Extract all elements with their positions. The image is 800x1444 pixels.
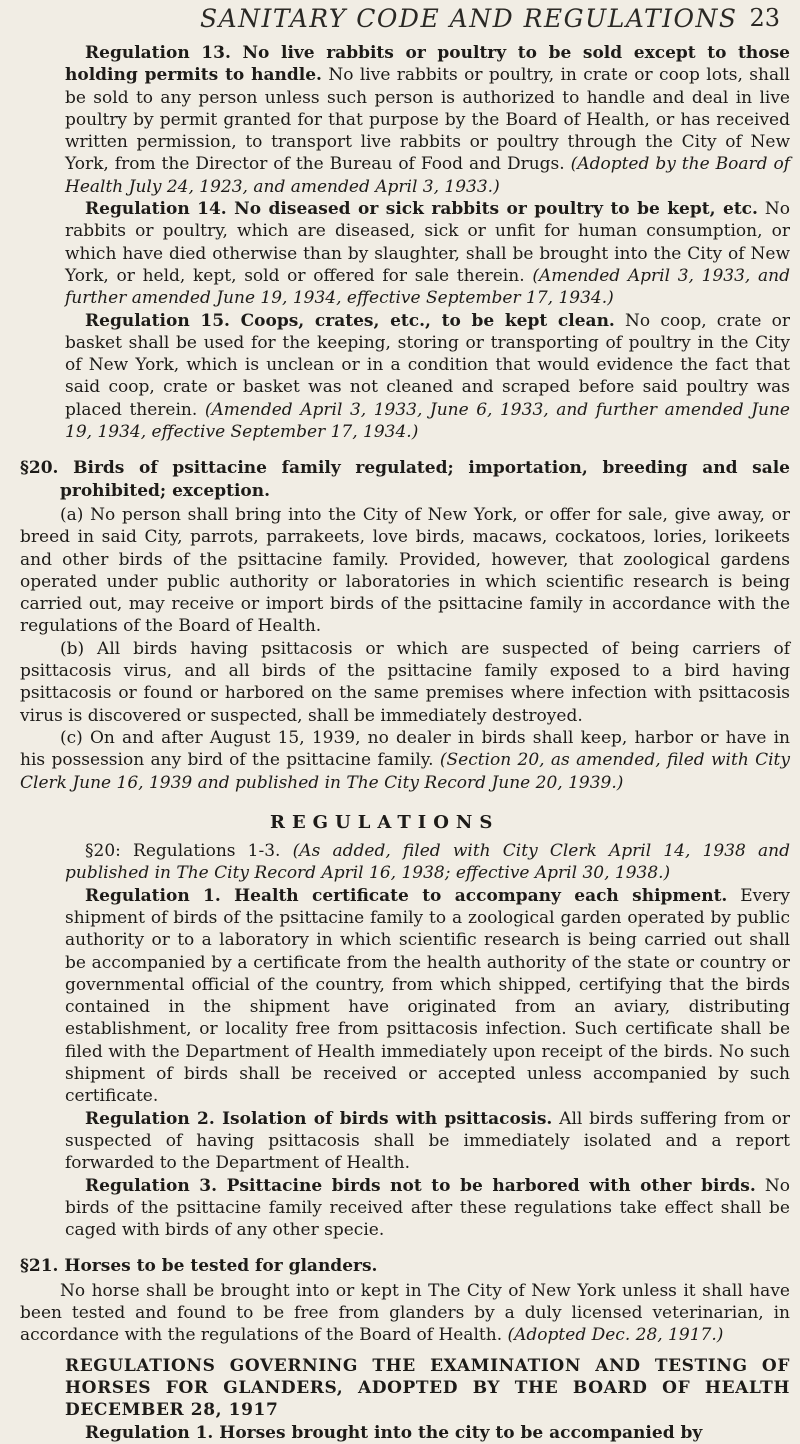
psittacine-regulation-1 — [20, 885, 790, 1108]
regulations-heading: REGULATIONS — [270, 811, 500, 833]
regulation-13-note: (Adopted by the Board of Health July 24, 1923, and amended April 3, 1933.) — [65, 154, 790, 197]
psittacine-regulation-1-title: Regulation 1. Health certificate to accompany each shipment. — [85, 885, 728, 906]
psittacine-regulation-2 — [20, 1108, 790, 1175]
section-20-c-note: (Section 20, as amended, filed with City Clerk June 16, 1939 and published in The City Record June 20, 1939.) — [20, 750, 790, 793]
section-20-paragraph-a: (a) No person shall bring into the City of New York, or offer for sale, give away, or breed in said City, parrots, parrakeets, love birds, macaws, cockatoos, lories, lorikeets and other birds of the psittacine family. Provided, however, that zoological gardens operated under public authority or laboratories in which scientific research is being carried out, may receive or import birds of the psittacine family in accordance with the regulations of the Board of Health. — [20, 504, 790, 637]
section-20-regulations-intro — [20, 840, 790, 885]
regs-intro-label: §20: Regulations 1-3. — [85, 841, 293, 862]
section-21-heading: §21. Horses to be tested for glanders. — [20, 1256, 378, 1277]
running-header — [0, 4, 800, 44]
section-21-paragraph — [20, 1280, 790, 1347]
section-21-note: (Adopted Dec. 28, 1917.) — [507, 1325, 724, 1346]
section-20-paragraph-c — [20, 727, 790, 794]
section-21-body: No horse shall be brought into or kept in The City of New York unless it shall have been tested and found to be free from glanders by a duly licensed veterinarian, in accordance with the regulations of the Board of Health. — [20, 1280, 790, 1346]
regulation-15-body: No coop, crate or basket shall be used for the keeping, storing or transporting of poultry in the City of New York, which is unclean or in a condition that would evidence the fact that said coop, crate or basket was not cleaned and scraped before said poultry was placed therein. — [65, 310, 790, 420]
regulation-15-title: Regulation 15. Coops, crates, etc., to be kept clean. — [85, 310, 615, 331]
body-text — [20, 42, 790, 1444]
regulation-13-body: No live rabbits or poultry, in crate or coop lots, shall be sold to any person unless such person is authorized to handle and deal in live poultry by permit granted for that purpose by the Board of Health, or has received written permission, to transport live rabbits or poultry through the City of New York, from the Director of the Bureau of Food and Drugs. — [65, 65, 790, 175]
regulation-13-title: Regulation 13. No live rabbits or poultry to be sold except to those holding permits to handle. — [65, 43, 790, 86]
regulation-14-note: (Amended April 3, 1933, and further amended June 19, 1934, effective September 17, 1934.) — [65, 265, 790, 309]
section-20-c-body: (c) On and after August 15, 1939, no dealer in birds shall keep, harbor or have in his possession any bird of the psittacine family. — [20, 727, 790, 771]
psittacine-regulation-1-body: Every shipment of birds of the psittacine family to a zoological garden operated by public authority or to a laboratory in which scientific research is being carried out shall be accompanied by a certificate from the health authority of the state or country or governmental official of the country, from which shipped, certifying that the birds contained in the shipment have originated from an aviary, distributing establishment, or locality free from psittacosis infection. Such certificate shall be filed with the Department of Health immediately upon receipt of the birds. No such shipment of birds shall be received or accepted unless accompanied by such certificate. — [65, 885, 790, 1107]
regs-intro-note: (As added, filed with City Clerk April 14, 1938 and published in The City Record April 16, 1938; effective April 30, 1938.) — [65, 841, 790, 884]
glanders-regulation-1-title: Regulation 1. Horses brought into the city to be accompanied by — [85, 1422, 703, 1443]
regulation-15-note: (Amended April 3, 1933, June 6, 1933, and further amended June 19, 1934, effective September 17, 1934.) — [65, 399, 790, 443]
running-title: SANITARY CODE AND REGULATIONS — [200, 4, 738, 33]
psittacine-regulation-3-title: Regulation 3. Psittacine birds not to be harbored with other birds. — [85, 1175, 756, 1196]
regulation-13 — [20, 42, 790, 198]
section-20-heading: §20. Birds of psittacine family regulated; importation, breeding and sale prohibited; exception. — [20, 458, 790, 501]
regulation-14-title: Regulation 14. No diseased or sick rabbits or poultry to be kept, etc. — [85, 199, 758, 220]
regulation-14-body: No rabbits or poultry, which are diseased, sick or unfit for human consumption, or which have died otherwise than by slaughter, shall be brought into the City of New York, or held, kept, sold or offered for sale therein. — [65, 199, 790, 286]
psittacine-regulation-3 — [20, 1175, 790, 1242]
section-20-paragraph-b: (b) All birds having psittacosis or which are suspected of being carriers of psittacosis virus, and all birds of the psittacine family exposed to a bird having psittacosis or found or harbored on the same premises where infection with psittacosis virus is discovered or suspected, shall be immediately destroyed. — [20, 638, 790, 726]
regulation-15 — [20, 310, 790, 444]
psittacine-regulation-2-body: All birds suffering from or suspected of having psittacosis shall be immediately isolated and a report forwarded to the Department of Health. — [65, 1108, 790, 1174]
page-number: 23 — [749, 4, 780, 32]
glanders-regulations-heading: REGULATIONS GOVERNING THE EXAMINATION AND TESTING OF HORSES FOR GLANDERS, ADOPTED BY THE BOARD OF HEALTH DECEMBER 28, 1917 — [65, 1355, 790, 1421]
psittacine-regulation-2-title: Regulation 2. Isolation of birds with psittacosis. — [85, 1108, 553, 1129]
regulation-14 — [20, 198, 790, 309]
psittacine-regulation-3-body: No birds of the psittacine family received after these regulations take effect shall be caged with birds of any other specie. — [65, 1175, 790, 1241]
